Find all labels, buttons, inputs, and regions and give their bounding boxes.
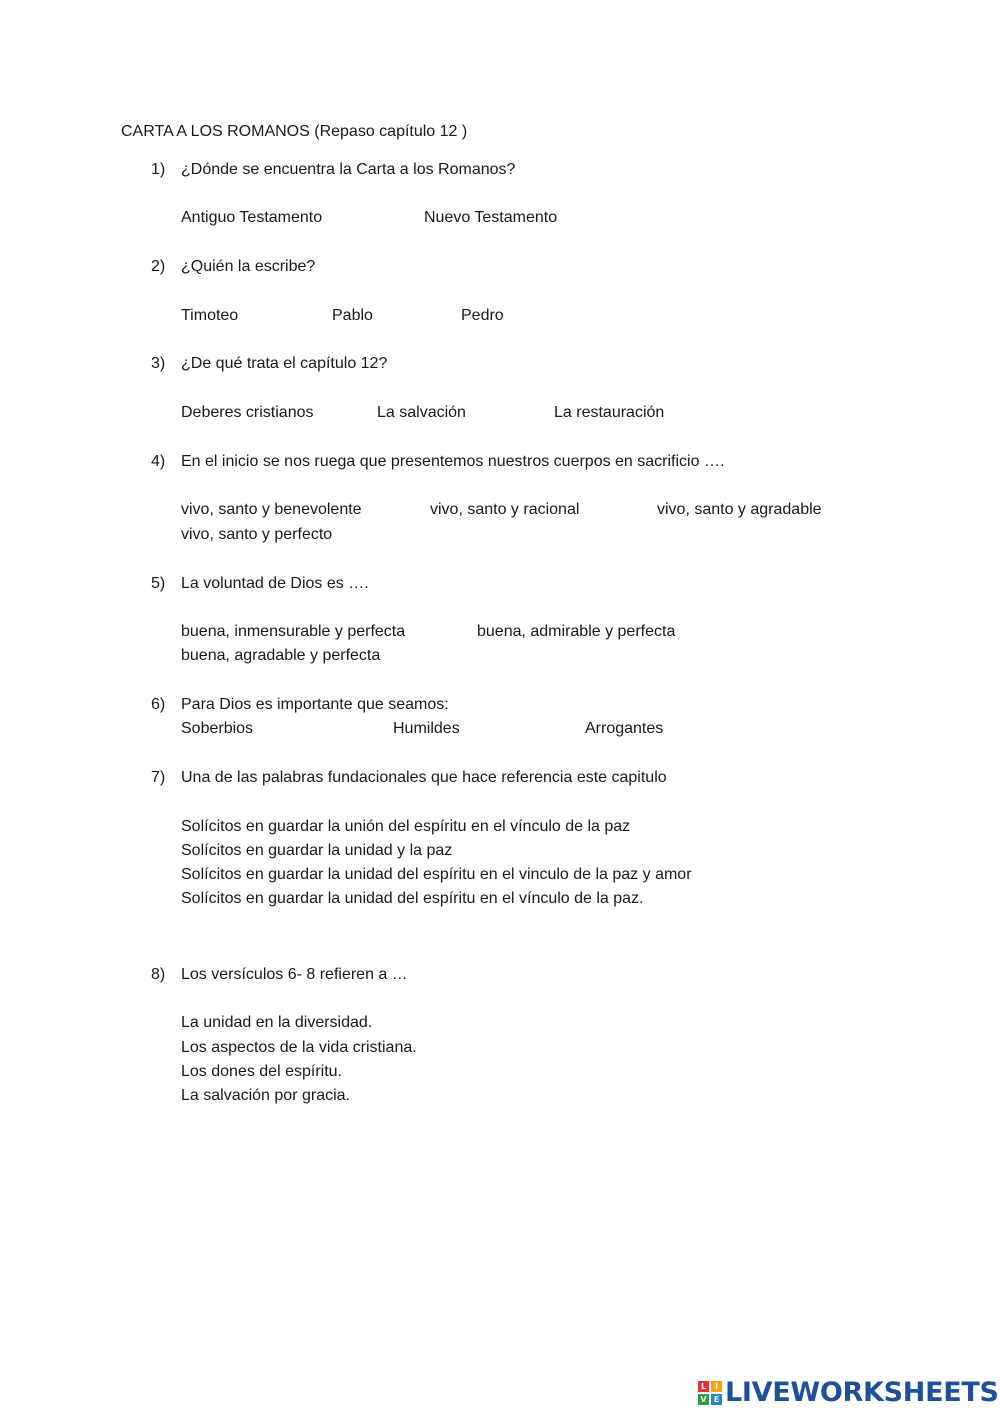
liveworksheets-logo — [698, 1378, 999, 1408]
question-5-number: 5) — [151, 575, 166, 592]
q1-option-1[interactable]: Antiguo Testamento — [181, 209, 323, 226]
q8-option-1[interactable]: La unidad en la diversidad. — [181, 1014, 373, 1031]
question-4-text: En el inicio se nos ruega que presentemos nuestros cuerpos en sacrificio …. — [181, 453, 725, 470]
question-8-text: Los versículos 6- 8 refieren a … — [181, 966, 408, 983]
question-4-number: 4) — [151, 453, 166, 470]
q8-option-4[interactable]: La salvación por gracia. — [181, 1087, 350, 1104]
q8-option-3[interactable]: Los dones del espíritu. — [181, 1063, 342, 1080]
q8-option-2[interactable]: Los aspectos de la vida cristiana. — [181, 1039, 417, 1056]
q4-option-1[interactable]: vivo, santo y benevolente — [181, 501, 362, 518]
q2-option-2[interactable]: Pablo — [332, 307, 373, 324]
q3-option-1[interactable]: Deberes cristianos — [181, 404, 314, 421]
q3-option-3[interactable]: La restauración — [554, 404, 665, 421]
q2-option-3[interactable]: Pedro — [461, 307, 504, 324]
q7-option-3[interactable]: Solícitos en guardar la unidad del espíritu en el vinculo de la paz y amor — [181, 866, 692, 883]
question-6-text: Para Dios es importante que seamos: — [181, 696, 449, 713]
logo-block-i: I — [711, 1381, 722, 1392]
question-2-text: ¿Quién la escribe? — [181, 258, 316, 275]
q4-option-3[interactable]: vivo, santo y agradable — [657, 501, 822, 518]
logo-block-v: V — [698, 1394, 709, 1405]
q2-option-1[interactable]: Timoteo — [181, 307, 239, 324]
q5-option-2[interactable]: buena, admirable y perfecta — [477, 623, 676, 640]
question-5-text: La voluntad de Dios es …. — [181, 575, 369, 592]
logo-blocks-icon — [698, 1381, 722, 1405]
question-7-text: Una de las palabras fundacionales que hace referencia este capitulo — [181, 769, 667, 786]
question-6-number: 6) — [151, 696, 166, 713]
logo-block-e: E — [711, 1394, 722, 1405]
q5-option-1[interactable]: buena, inmensurable y perfecta — [181, 623, 406, 640]
question-1-number: 1) — [151, 161, 166, 178]
question-2-number: 2) — [151, 258, 166, 275]
q5-option-3[interactable]: buena, agradable y perfecta — [181, 647, 381, 664]
q4-option-4[interactable]: vivo, santo y perfecto — [181, 526, 333, 543]
q4-option-2[interactable]: vivo, santo y racional — [430, 501, 580, 518]
q1-option-2[interactable]: Nuevo Testamento — [424, 209, 558, 226]
logo-text: LIVEWORKSHEETS — [725, 1377, 999, 1408]
q6-option-2[interactable]: Humildes — [393, 720, 460, 737]
question-1-text: ¿Dónde se encuentra la Carta a los Romanos? — [181, 161, 516, 178]
q6-option-1[interactable]: Soberbios — [181, 720, 254, 737]
q7-option-2[interactable]: Solícitos en guardar la unidad y la paz — [181, 842, 453, 859]
question-7-number: 7) — [151, 769, 166, 786]
q6-option-3[interactable]: Arrogantes — [585, 720, 664, 737]
page-title: CARTA A LOS ROMANOS (Repaso capítulo 12 ) — [121, 123, 468, 140]
q3-option-2[interactable]: La salvación — [377, 404, 466, 421]
q7-option-4[interactable]: Solícitos en guardar la unidad del espíritu en el vínculo de la paz. — [181, 890, 644, 907]
question-3-number: 3) — [151, 355, 166, 372]
logo-block-l: L — [698, 1381, 709, 1392]
q7-option-1[interactable]: Solícitos en guardar la unión del espíritu en el vínculo de la paz — [181, 818, 631, 835]
question-3-text: ¿De qué trata el capítulo 12? — [181, 355, 388, 372]
question-8-number: 8) — [151, 966, 166, 983]
